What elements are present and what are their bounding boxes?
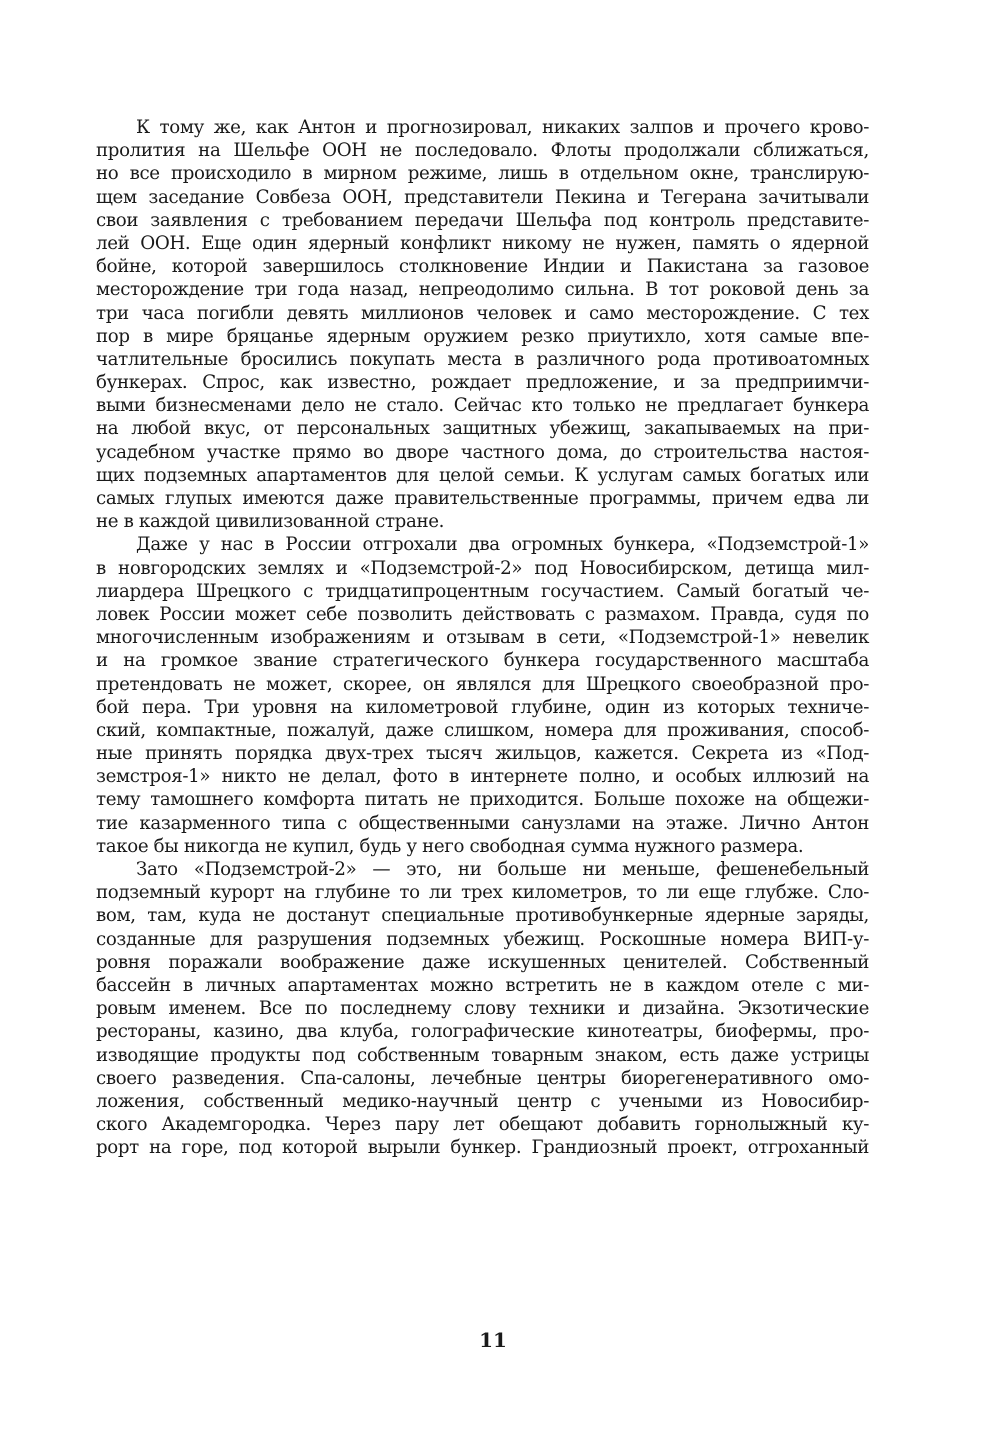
text-line: ского Академгородка. Через пару лет обещают добавить горнолыжный ку- [96,1114,869,1136]
text-line: тему тамошнего комфорта питать не приходится. Больше похоже на общежи- [96,789,869,811]
text-line: месторождение три года назад, непреодолимо сильна. В тот роковой день за [96,279,869,301]
text-line: ложения, собственный медико-научный центр с учеными из Новосибир- [96,1090,869,1112]
text-line: ский, компактные, пожалуй, даже слишком, номера для проживания, способ- [96,719,869,741]
paragraph [96,533,869,858]
text-line: самых глупых имеются даже правительственные программы, причем едва ли [96,488,869,509]
text-line: земстроя-1» никто не делал, фото в интернете полно, и особых иллюзий на [96,766,869,788]
text-line: чатлительные бросились покупать места в различного рода противоатомных [96,348,869,370]
text-line: такое бы никогда не купил, будь у него свободная сумма нужного размера. [96,835,804,857]
text-line: бой пера. Три уровня на километровой глубине, один из которых техниче- [96,696,869,718]
text-line: бункерах. Спрос, как известно, рождает предложение, и за предприимчи- [96,372,869,394]
page-body-text [96,116,869,1159]
text-line: на любой вкус, от персональных защитных убежищ, закапываемых на при- [96,418,869,440]
text-line: свои заявления с требованием передачи Шельфа под контроль представите- [96,209,869,231]
text-line: ровня поражали воображение даже искушенных ценителей. Собственный [96,951,869,973]
text-line: пролития на Шельфе ООН не последовало. Флоты продолжали сближаться, [96,140,869,162]
text-line: Даже у нас в России отгрохали два огромных бункера, «Подземстрой-1» [136,534,869,556]
page-number: 11 [479,1328,507,1352]
text-line: ловек России может себе позволить действовать с размахом. Правда, судя по [96,603,869,625]
text-line: вом, там, куда не достанут специальные противобункерные ядерные заряды, [96,905,869,927]
text-line: рестораны, казино, два клуба, голографические кинотеатры, биофермы, про- [96,1021,869,1043]
text-line: щих подземных апартаментов для целой семьи. К услугам самых богатых или [96,464,869,486]
text-line: щем заседание Совбеза ООН, представители Пекина и Тегерана зачитывали [96,186,869,208]
text-line: своего разведения. Спа-салоны, лечебные центры биорегенеративного омо- [96,1067,869,1089]
text-line: лей ООН. Еще один ядерный конфликт никому не нужен, память о ядерной [96,232,869,254]
text-line: созданные для разрушения подземных убежищ. Роскошные номера ВИП-у- [96,928,869,950]
text-line: подземный курорт на глубине то ли трех километров, то ли еще глубже. Сло- [96,882,869,904]
text-line: ные принять порядка двух-трех тысяч жильцов, кажется. Секрета из «Под- [96,743,869,765]
text-line: бассейн в личных апартаментах можно встретить не в каждом отеле с ми- [96,974,869,996]
text-line: лиардера Шрецкого с тридцатипроцентным госучастием. Самый богатый че- [96,580,869,602]
paragraph [96,858,869,1159]
text-line: и на громкое звание стратегического бункера государственного масштаба [96,650,869,672]
paragraph [96,116,869,533]
text-line: ровым именем. Все по последнему слову техники и дизайна. Экзотические [96,998,869,1020]
text-line: в новгородских землях и «Подземстрой-2» под Новосибирском, детища мил- [96,557,869,579]
text-line: претендовать не может, скорее, он являлся для Шрецкого своеобразной про- [96,673,869,695]
text-line: изводящие продукты под собственным товарным знаком, есть даже устрицы [96,1044,869,1066]
text-line: три часа погибли девять миллионов человек и само месторождение. С тех [96,302,869,324]
text-line: пор в мире бряцанье ядерным оружием резко приутихло, хотя самые впе- [96,325,869,347]
text-line: не в каждой цивилизованной стране. [96,511,445,533]
text-line: К тому же, как Антон и прогнозировал, никаких залпов и прочего крово- [136,117,869,138]
text-line: рорт на горе, под которой вырыли бункер. Грандиозный проект, отгроханный [96,1137,869,1159]
text-line: выми бизнесменами дело не стало. Сейчас кто только не предлагает бункера [96,395,869,417]
text-line: тие казарменного типа с общественными санузлами на этаже. Лично Антон [96,812,869,834]
text-line: усадебном участке прямо во дворе частного дома, до строительства настоя- [96,441,869,463]
text-line: Зато «Подземстрой-2» — это, ни больше ни меньше, фешенебельный [136,859,869,880]
text-line: многочисленным изображениям и отзывам в сети, «Подземстрой-1» невелик [96,627,869,649]
text-line: но все происходило в мирном режиме, лишь в отдельном окне, транслирую- [96,163,869,185]
text-line: бойне, которой завершилось столкновение Индии и Пакистана за газовое [96,256,869,278]
